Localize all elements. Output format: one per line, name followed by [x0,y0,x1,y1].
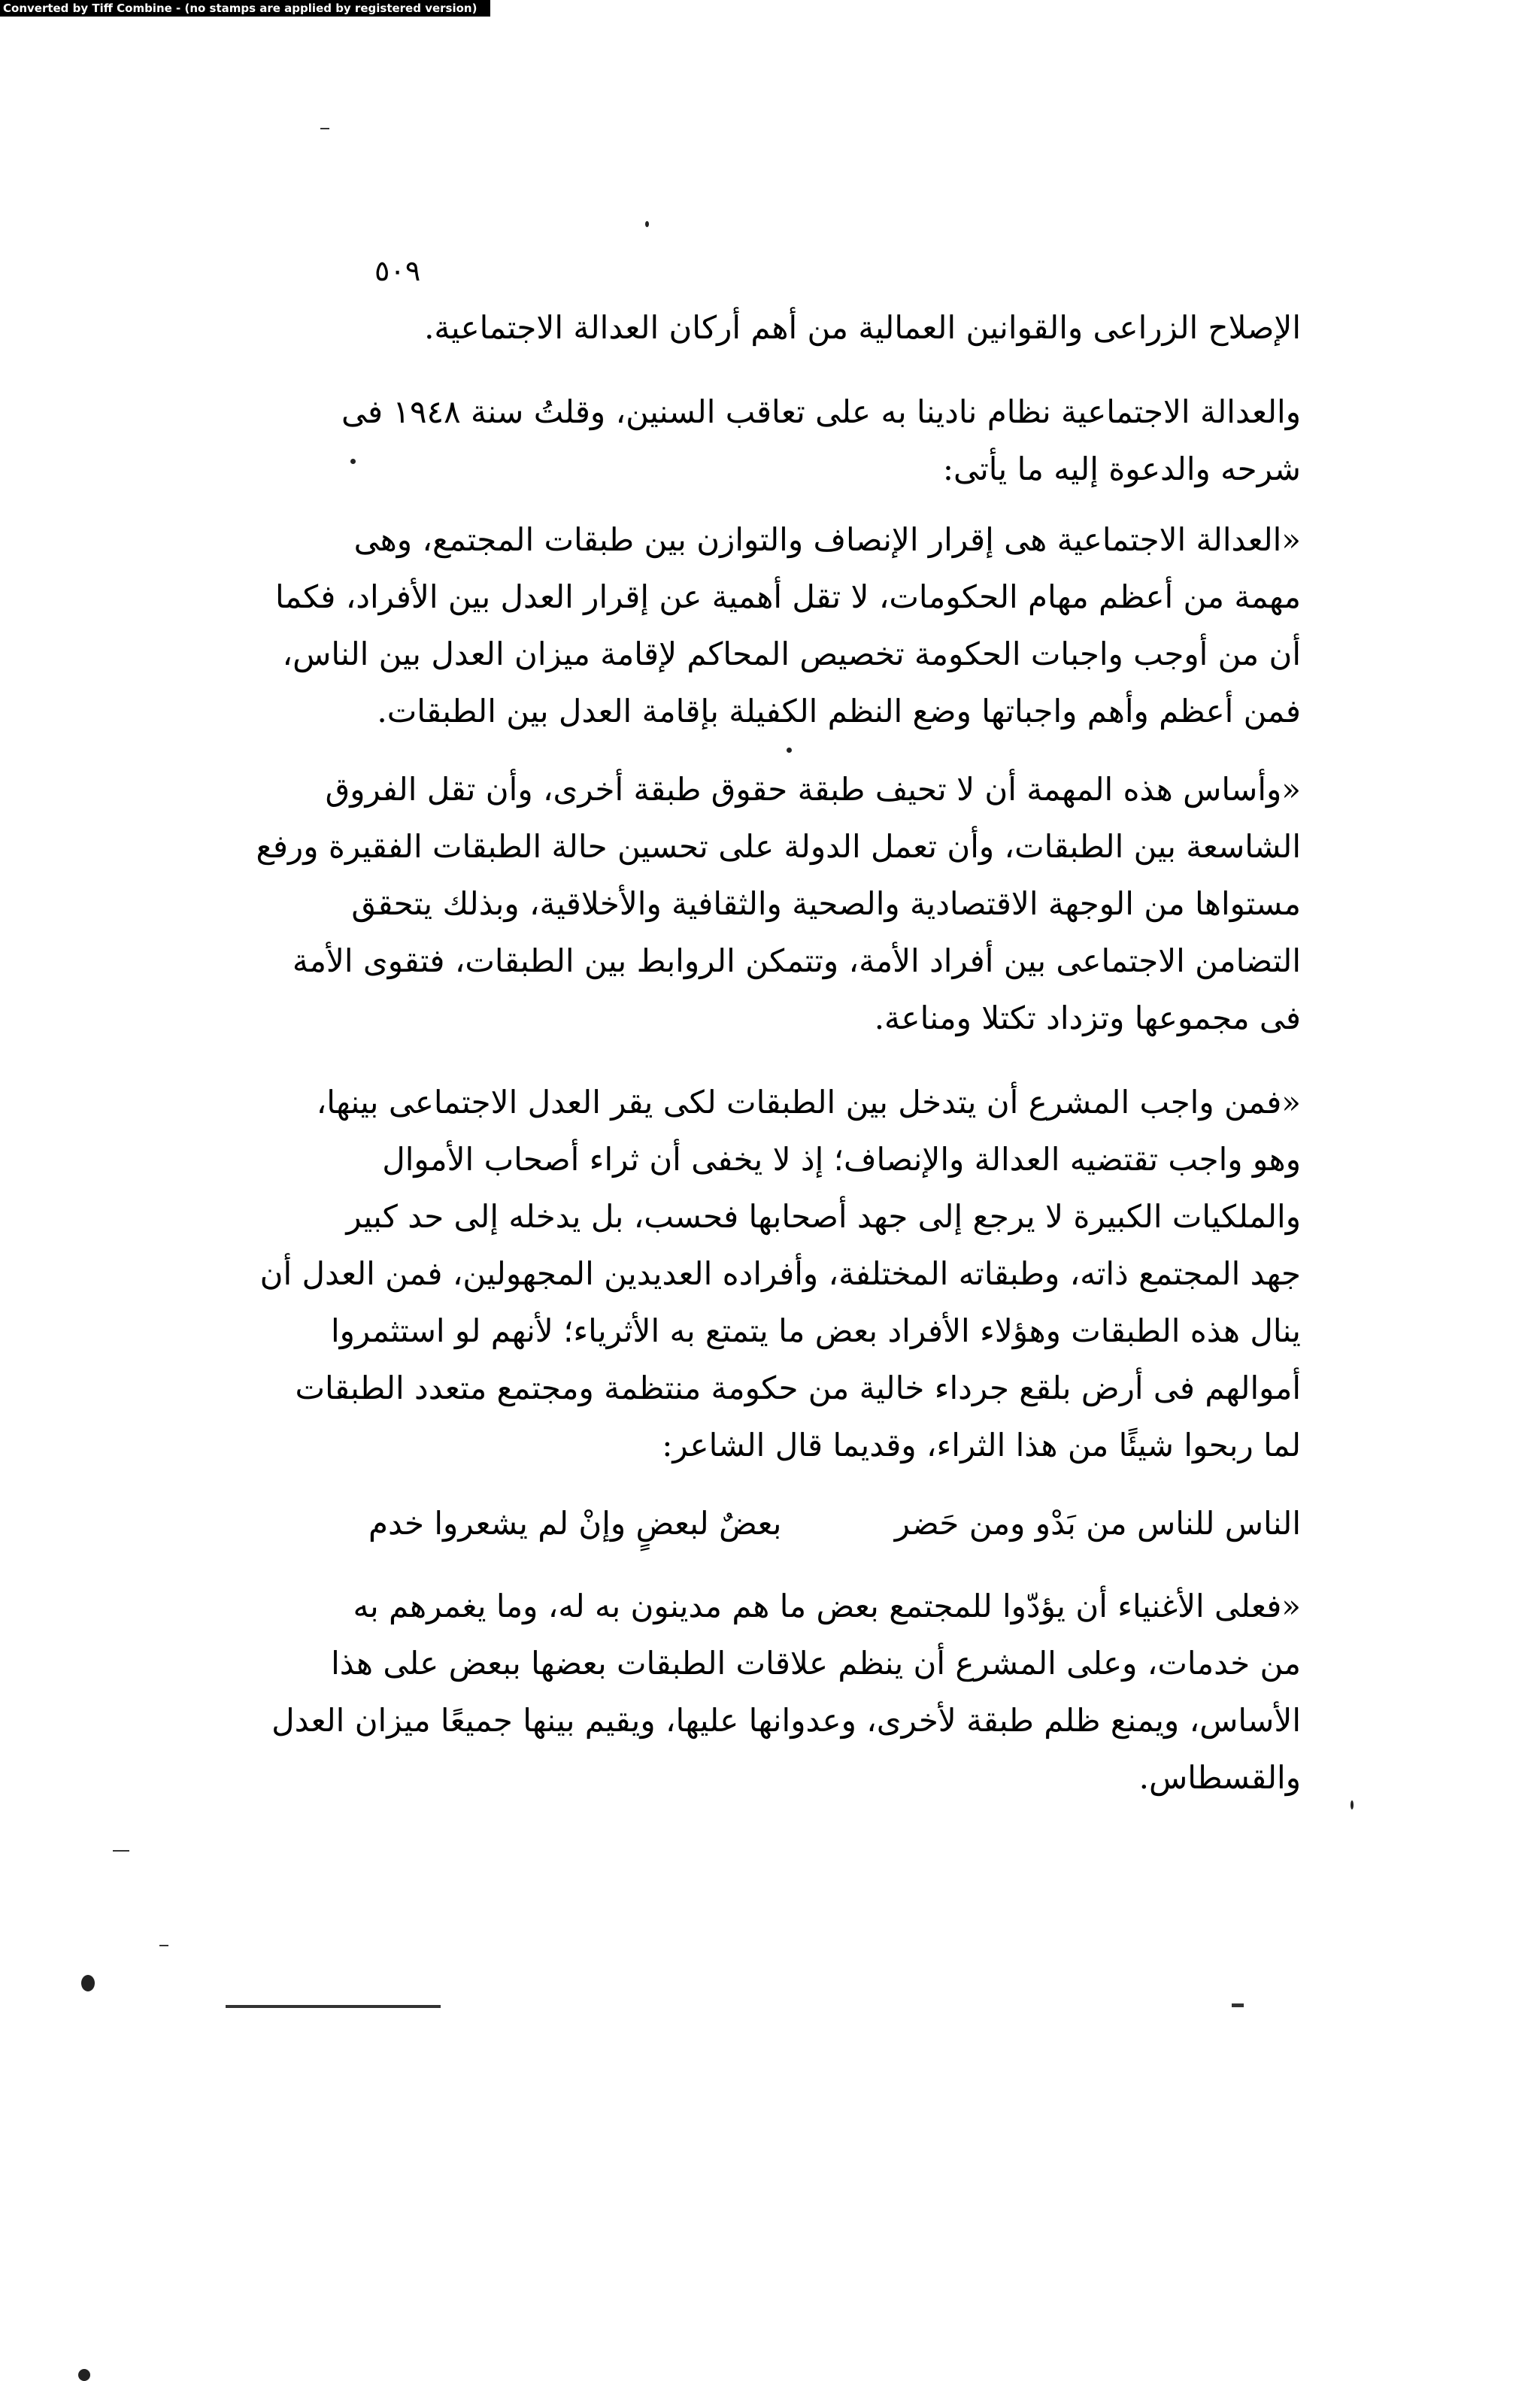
text-line: أن من أوجب واجبات الحكومة تخصيص المحاكم لإقامة ميزان العدل بين الناس، [282,635,1301,672]
poem-second-hemistich: بعضٌ لبعضٍ وإنْ لم يشعروا خدم [368,1505,782,1542]
poem-verse [368,1495,1301,1552]
text-line: لما ربحوا شيئًا من هذا الثراء، وقديما قال الشاعر: [662,1427,1301,1463]
text-line: الشاسعة بين الطبقات، وأن تعمل الدولة على تحسين حالة الطبقات الفقيرة ورفع [256,828,1301,865]
text-line: فى مجموعها وتزداد تكتلا ومناعة. [874,999,1301,1036]
text-line: ينال هذه الطبقات وهؤلاء الأفراد بعض ما يتمتع به الأثرياء؛ لأنهم لو استثمروا [330,1312,1301,1349]
text-line: التضامن الاجتماعى بين أفراد الأمة، وتتمكن الروابط بين الطبقات، فتقوى الأمة [292,942,1301,979]
text-line: وهو واجب تقتضيه العدالة والإنصاف؛ إذ لا يخفى أن ثراء أصحاب الأموال [382,1141,1301,1178]
scan-mark [320,128,329,129]
text-line: من خدمات، وعلى المشرع أن ينظم علاقات الطبقات بعضها ببعض على هذا [331,1645,1301,1682]
text-line: فمن أعظم وأهم واجباتها وضع النظم الكفيلة بإقامة العدل بين الطبقات. [377,693,1301,729]
paragraph-land-reform [368,299,1301,356]
paragraph-definition [275,511,1301,740]
scan-speck [645,221,649,227]
text-line: «وأساس هذه المهمة أن لا تحيف طبقة حقوق طبقة أخرى، وأن تقل الفروق [325,771,1301,808]
scan-speck [350,459,356,464]
text-line: والعدالة الاجتماعية نظام نادينا به على تعاقب السنين، وقلتُ سنة ١٩٤٨ فى [341,393,1301,430]
page-number: ٥٠٩ [374,254,421,287]
text-line: الأساس، ويمنع ظلم طبقة لأخرى، وعدوانها عليها، ويقيم بينها جميعًا ميزان العدل [271,1702,1301,1739]
text-line: والملكيات الكبيرة لا يرجع إلى جهد أصحابها فحسب، بل يدخله إلى حد كبير [346,1198,1301,1235]
text-line: والقسطاس. [1138,1759,1301,1796]
converter-stamp: Converted by Tiff Combine - (no stamps are applied by registered version) [0,0,490,17]
paragraph-social-justice-intro [341,384,1301,498]
scan-mark [159,1945,168,1946]
text-line: شرحه والدعوة إليه ما يأتى: [942,450,1301,487]
paragraph-wealthy-duty [271,1578,1301,1806]
scan-mark [113,1850,129,1852]
text-line: مهمة من أعظم مهام الحكومات، لا تقل أهمية عن إقرار العدل بين الأفراد، فكما [275,578,1301,615]
scan-line [226,2005,441,2008]
text-line: «فعلى الأغنياء أن يؤدّوا للمجتمع بعض ما هم مدينون به له، وما يغمرهم به [353,1588,1301,1624]
text-line: جهد المجتمع ذاته، وطبقاته المختلفة، وأفراده العديدين المجهولين، فمن العدل أن [259,1255,1301,1292]
text-line: «العدالة الاجتماعية هى إقرار الإنصاف والتوازن بين طبقات المجتمع، وهى [353,521,1301,558]
scan-speck [81,1975,95,1991]
text-line: أموالهم فى أرض بلقع جرداء خالية من حكومة منتظمة ومجتمع متعدد الطبقات [295,1369,1301,1406]
scan-speck [1351,1800,1354,1809]
text-line: مستواها من الوجهة الاقتصادية والصحية والثقافية والأخلاقية، وبذلك يتحقق [351,885,1301,922]
scan-speck [78,2369,90,2381]
scan-speck [787,748,792,753]
paragraph-basis [256,761,1301,1047]
poem-first-hemistich: الناس للناس من بَدْو ومن حَضر [894,1505,1301,1542]
paragraph-legislator-duty [259,1074,1301,1474]
text-line: «فمن واجب المشرع أن يتدخل بين الطبقات لكى يقر العدل الاجتماعى بينها، [316,1084,1301,1121]
text-line: الإصلاح الزراعى والقوانين العمالية من أهم أركان العدالة الاجتماعية. [424,309,1301,346]
scan-mark [1232,2003,1244,2007]
